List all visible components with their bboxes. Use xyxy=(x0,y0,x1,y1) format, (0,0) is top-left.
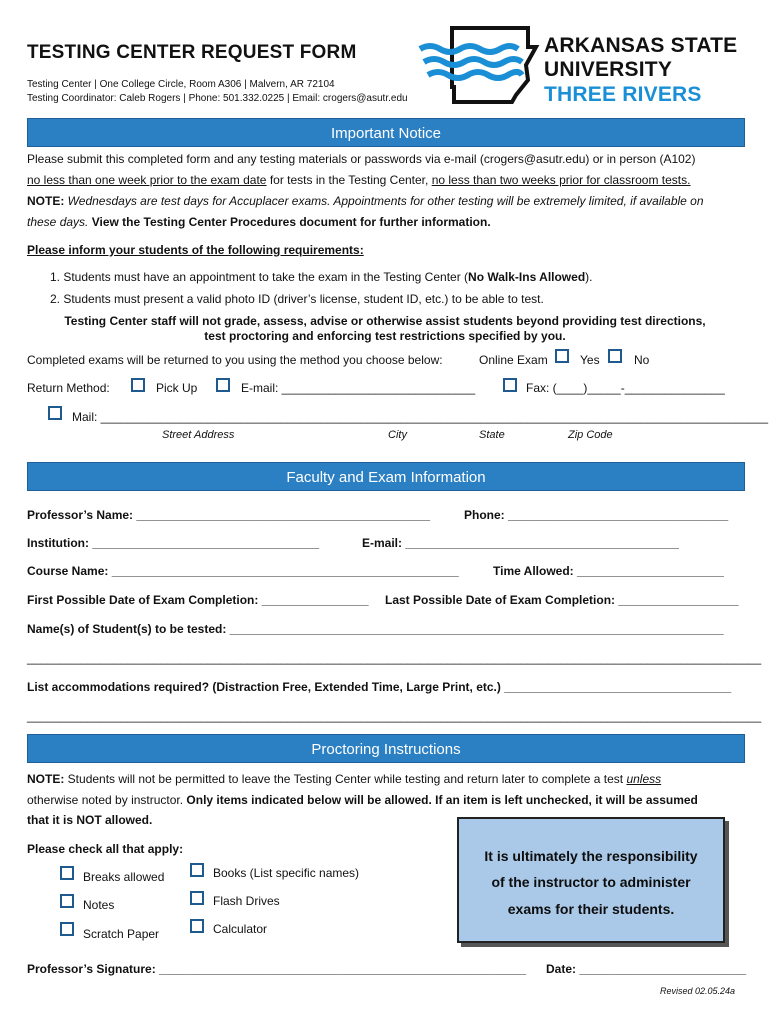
no-walk-ins: No Walk-Ins Allowed xyxy=(468,270,586,284)
logo-line-arkansas-state: ARKANSAS STATE xyxy=(544,34,738,57)
state-caption: State xyxy=(479,429,505,441)
online-exam-no-checkbox[interactable] xyxy=(608,349,622,363)
logo-line-university: UNIVERSITY xyxy=(544,58,673,81)
faculty-email-field[interactable]: E-mail: _________________________________________ xyxy=(362,536,679,550)
not-allowed-note: that it is NOT allowed. xyxy=(27,813,153,827)
street-address-caption: Street Address xyxy=(162,429,235,441)
unless-text: unless xyxy=(626,772,662,786)
check-all-label: Please check all that apply: xyxy=(27,842,184,856)
proctor-note-a: Students will not be permitted to leave the Testing Center while testing and return later to complete a test xyxy=(64,772,627,786)
wednesday-note-cont xyxy=(27,215,491,229)
req1-end: ). xyxy=(585,270,593,284)
online-exam-label: Online Exam xyxy=(479,353,548,367)
staff-notice-2: test proctoring and enforcing test restrictions specified by you. xyxy=(204,329,566,343)
revision-date: Revised 02.05.24a xyxy=(660,986,736,996)
instructor-responsibility-box xyxy=(457,817,725,943)
calculator-checkbox[interactable] xyxy=(190,919,204,933)
breaks-allowed-checkbox[interactable] xyxy=(60,866,74,880)
online-exam-yes-checkbox[interactable] xyxy=(555,349,569,363)
arkansas-state-logo-icon xyxy=(418,25,542,105)
deadline-text xyxy=(27,173,690,187)
breaks-allowed-label: Breaks allowed xyxy=(83,870,165,884)
requirement-2: 2. Students must present a valid photo ID (driver’s license, student ID, etc.) to be able to test. xyxy=(50,292,544,306)
email-return-checkbox[interactable] xyxy=(216,378,230,392)
requirement-1 xyxy=(50,270,593,284)
first-date-field[interactable]: First Possible Date of Exam Completion: ________________ xyxy=(27,593,369,607)
scratch-paper-checkbox[interactable] xyxy=(60,922,74,936)
faculty-exam-header: Faculty and Exam Information xyxy=(27,462,745,491)
books-checkbox[interactable] xyxy=(190,863,204,877)
time-allowed-field[interactable]: Time Allowed: ______________________ xyxy=(493,564,724,578)
testing-center-address: Testing Center | One College Circle, Room A306 | Malvern, AR 72104 xyxy=(27,79,335,90)
deadline-mid: for tests in the Testing Center, xyxy=(266,173,432,187)
flash-drives-checkbox[interactable] xyxy=(190,891,204,905)
accommodations-line-2[interactable]: ______________________________________________________________________________________________________________ xyxy=(27,709,762,723)
accommodations-field[interactable]: List accommodations required? (Distraction Free, Extended Time, Large Print, etc.) __________________________________ xyxy=(27,680,732,694)
institution-field[interactable]: Institution: __________________________________ xyxy=(27,536,320,550)
flash-drives-label: Flash Drives xyxy=(213,894,280,908)
responsibility-line-2: of the instructor to administer xyxy=(491,874,691,890)
req1-text: 1. Students must have an appointment to take the exam in the Testing Center ( xyxy=(50,270,469,284)
deadline-two-weeks: no less than two weeks prior for classroom tests. xyxy=(431,173,691,187)
important-notice-header: Important Notice xyxy=(27,118,745,147)
pickup-checkbox[interactable] xyxy=(131,378,145,392)
course-name-field[interactable]: Course Name: ____________________________________________________ xyxy=(27,564,459,578)
fax-field[interactable]: Fax: (____)_____-_______________ xyxy=(526,381,725,395)
professor-signature-field[interactable]: Professor’s Signature: _______________________________________________________ xyxy=(27,962,527,976)
city-caption: City xyxy=(388,429,407,441)
last-date-field[interactable]: Last Possible Date of Exam Completion: __________________ xyxy=(385,593,739,607)
coordinator-contact: Testing Coordinator: Caleb Rogers | Phone: 501.332.0225 | Email: crogers@asutr.edu xyxy=(27,93,408,104)
signature-date-field[interactable]: Date: _________________________ xyxy=(546,962,747,976)
professor-name-field[interactable]: Professor’s Name: ____________________________________________ xyxy=(27,508,431,522)
logo-line-three-rivers: THREE RIVERS xyxy=(544,83,702,106)
scratch-paper-label: Scratch Paper xyxy=(83,927,160,941)
procedures-note: View the Testing Center Procedures document for further information. xyxy=(88,215,491,229)
note-italic-2: these days. xyxy=(27,215,89,229)
books-label: Books (List specific names) xyxy=(213,866,360,880)
notes-checkbox[interactable] xyxy=(60,894,74,908)
pickup-label: Pick Up xyxy=(156,381,198,395)
staff-notice-1: Testing Center staff will not grade, assess, advise or otherwise assist students beyond providing test directions, xyxy=(64,314,706,328)
phone-field[interactable]: Phone: _________________________________ xyxy=(464,508,729,522)
no-label: No xyxy=(634,353,650,367)
wednesday-note xyxy=(27,194,704,208)
note-italic: Wednesdays are test days for Accuplacer exams. Appointments for other testing will be extremely limited, if available on xyxy=(64,194,704,208)
email-return-field[interactable]: E-mail: _____________________________ xyxy=(241,381,476,395)
return-method-intro: Completed exams will be returned to you using the method you choose below: xyxy=(27,353,443,367)
student-names-field[interactable]: Name(s) of Student(s) to be tested: __________________________________________________________________________ xyxy=(27,622,724,636)
inform-students-heading: Please inform your students of the following requirements: xyxy=(27,243,364,257)
proctor-note-label: NOTE: xyxy=(27,772,65,786)
proctor-note-bold: Only items indicated below will be allowed. If an item is left unchecked, it will be assumed xyxy=(183,793,698,807)
responsibility-line-1: It is ultimately the responsibility xyxy=(484,848,698,864)
return-method-label: Return Method: xyxy=(27,381,110,395)
mail-field[interactable]: Mail: ____________________________________________________________________________________________________ xyxy=(72,410,769,424)
zip-caption: Zip Code xyxy=(568,429,613,441)
yes-label: Yes xyxy=(580,353,600,367)
student-names-line-2[interactable]: ______________________________________________________________________________________________________________ xyxy=(27,651,762,665)
proctoring-note xyxy=(27,772,661,786)
notes-label: Notes xyxy=(83,898,115,912)
form-title: TESTING CENTER REQUEST FORM xyxy=(27,42,357,63)
fax-checkbox[interactable] xyxy=(503,378,517,392)
note-label: NOTE: xyxy=(27,194,65,208)
mail-checkbox[interactable] xyxy=(48,406,62,420)
submit-instructions: Please submit this completed form and any testing materials or passwords via e-mail (crogers@asutr.edu) or in person (A102) xyxy=(27,152,696,166)
responsibility-line-3: exams for their students. xyxy=(507,901,675,917)
calculator-label: Calculator xyxy=(213,922,268,936)
deadline-one-week: no less than one week prior to the exam date xyxy=(27,173,267,187)
proctoring-instructions-header: Proctoring Instructions xyxy=(27,734,745,763)
proctor-note-b: otherwise noted by instructor. xyxy=(27,793,184,807)
proctoring-note-cont xyxy=(27,793,698,807)
